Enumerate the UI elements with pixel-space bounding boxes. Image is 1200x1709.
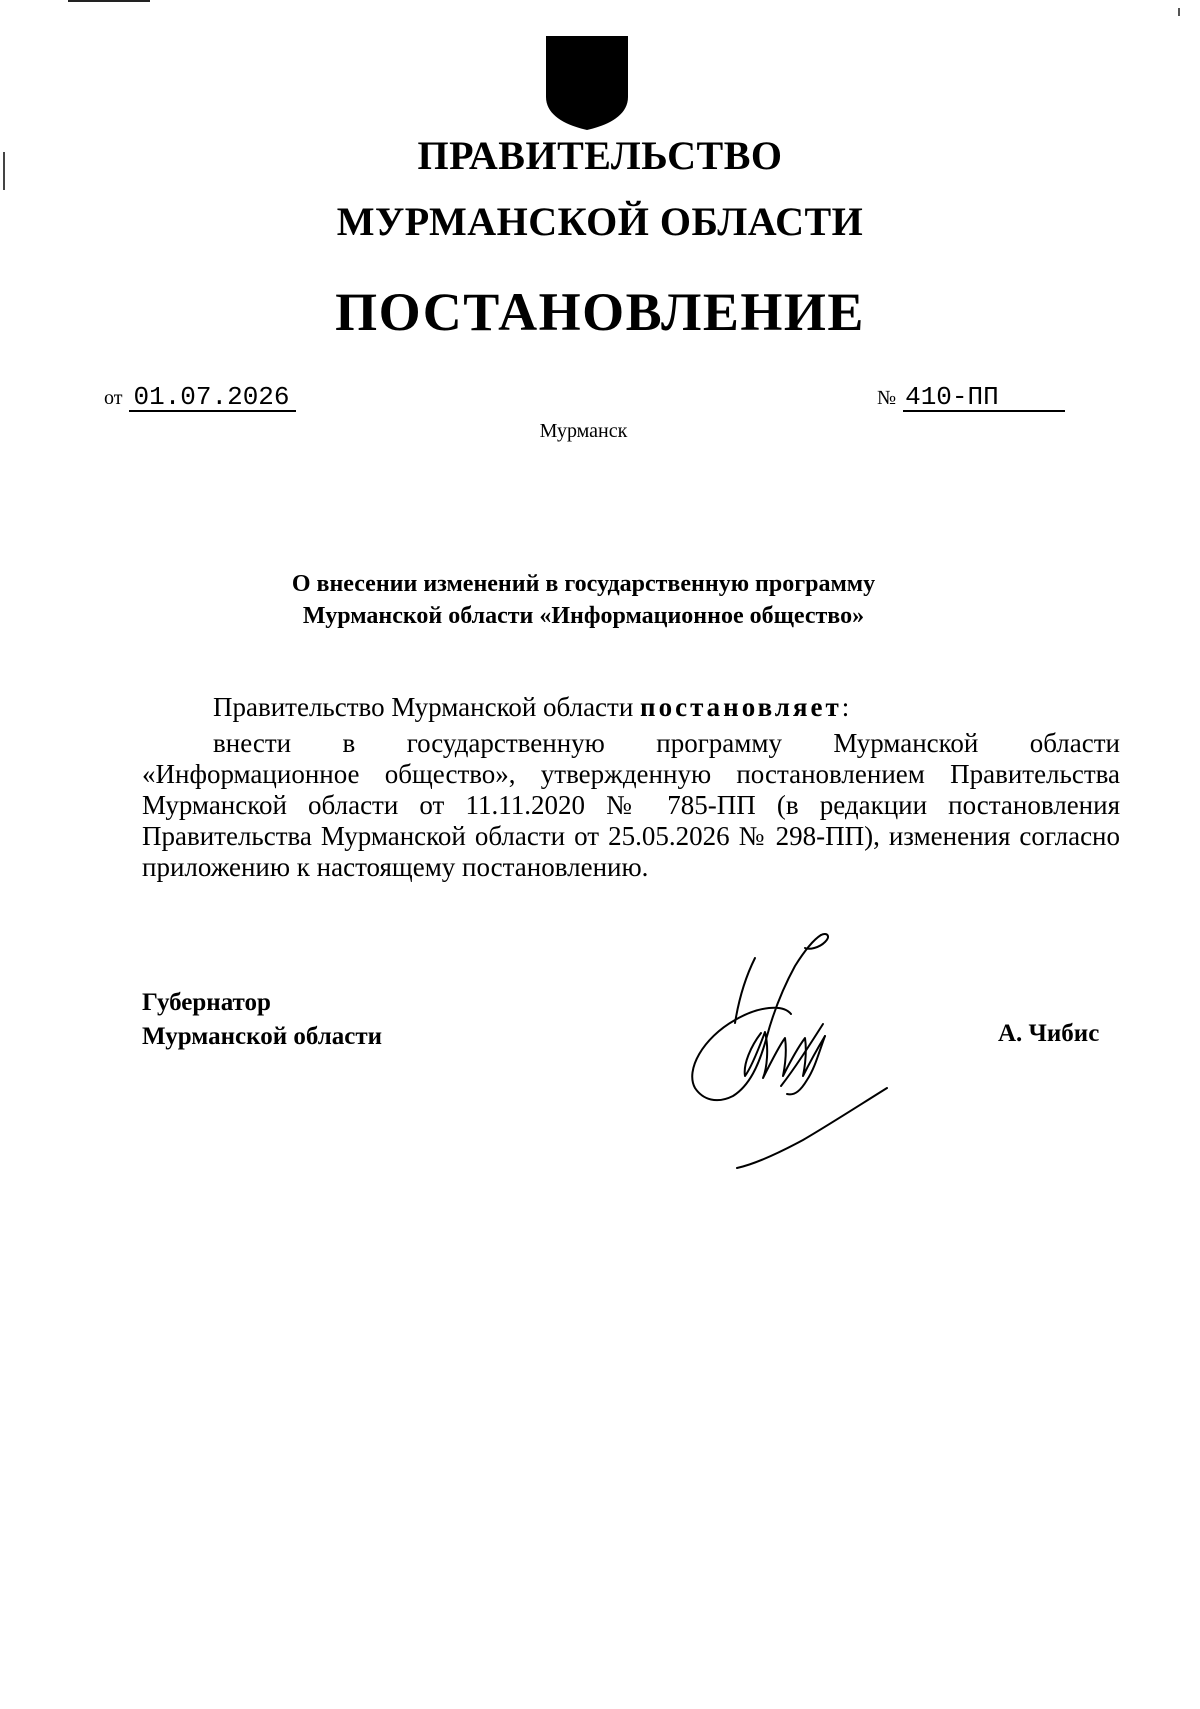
- authority-name-line2: МУРМАНСКОЙ ОБЛАСТИ: [336, 199, 864, 244]
- subject-line1: О внесении изменений в государственную программу: [291, 571, 876, 597]
- resolution-body: [142, 728, 1120, 883]
- coat-of-arms-emblem-icon: [545, 35, 629, 131]
- signer-title: [142, 986, 382, 1054]
- intro-text: Правительство Мурманской области: [213, 692, 641, 722]
- body-first-line: внести в государственную программу Мурманской области: [213, 728, 1120, 758]
- authority-name-line1: ПРАВИТЕЛЬСТВО: [417, 133, 783, 178]
- scan-edge-mark: [1178, 8, 1180, 16]
- subject-line2: Мурманской области «Информационное общество»: [302, 603, 865, 629]
- document-number: [877, 384, 1065, 412]
- resolution-intro: [213, 694, 849, 721]
- number-prefix: №: [877, 387, 897, 409]
- intro-colon: :: [841, 692, 850, 722]
- body-paragraph: «Информационное общество», утвержденную постановлением Правительства Мурманской области от 11.11.2020 № 785-ПП (в редакции постановления Правительства Мурманской области от 25.05.2026 № 298-ПП), изменения согласно приложению к настоящему постановлению.: [142, 759, 1120, 882]
- document-date: [104, 384, 296, 412]
- city: Мурманск: [539, 420, 628, 442]
- signer-name: А. Чибис: [998, 1020, 1100, 1047]
- document-type: ПОСТАНОВЛЕНИЕ: [335, 282, 865, 342]
- intro-emphasis: постановляет: [640, 692, 842, 722]
- signer-title-line1: Губернатор: [142, 989, 271, 1016]
- scan-edge-mark: [68, 0, 150, 2]
- signer-title-line2: Мурманской области: [142, 1023, 383, 1050]
- handwritten-signature-icon: [655, 928, 920, 1173]
- date-prefix: от: [104, 387, 123, 409]
- date-value: 01.07.2026: [129, 384, 295, 412]
- number-value: 410-ПП: [903, 384, 1065, 412]
- document-subject: [0, 568, 1167, 632]
